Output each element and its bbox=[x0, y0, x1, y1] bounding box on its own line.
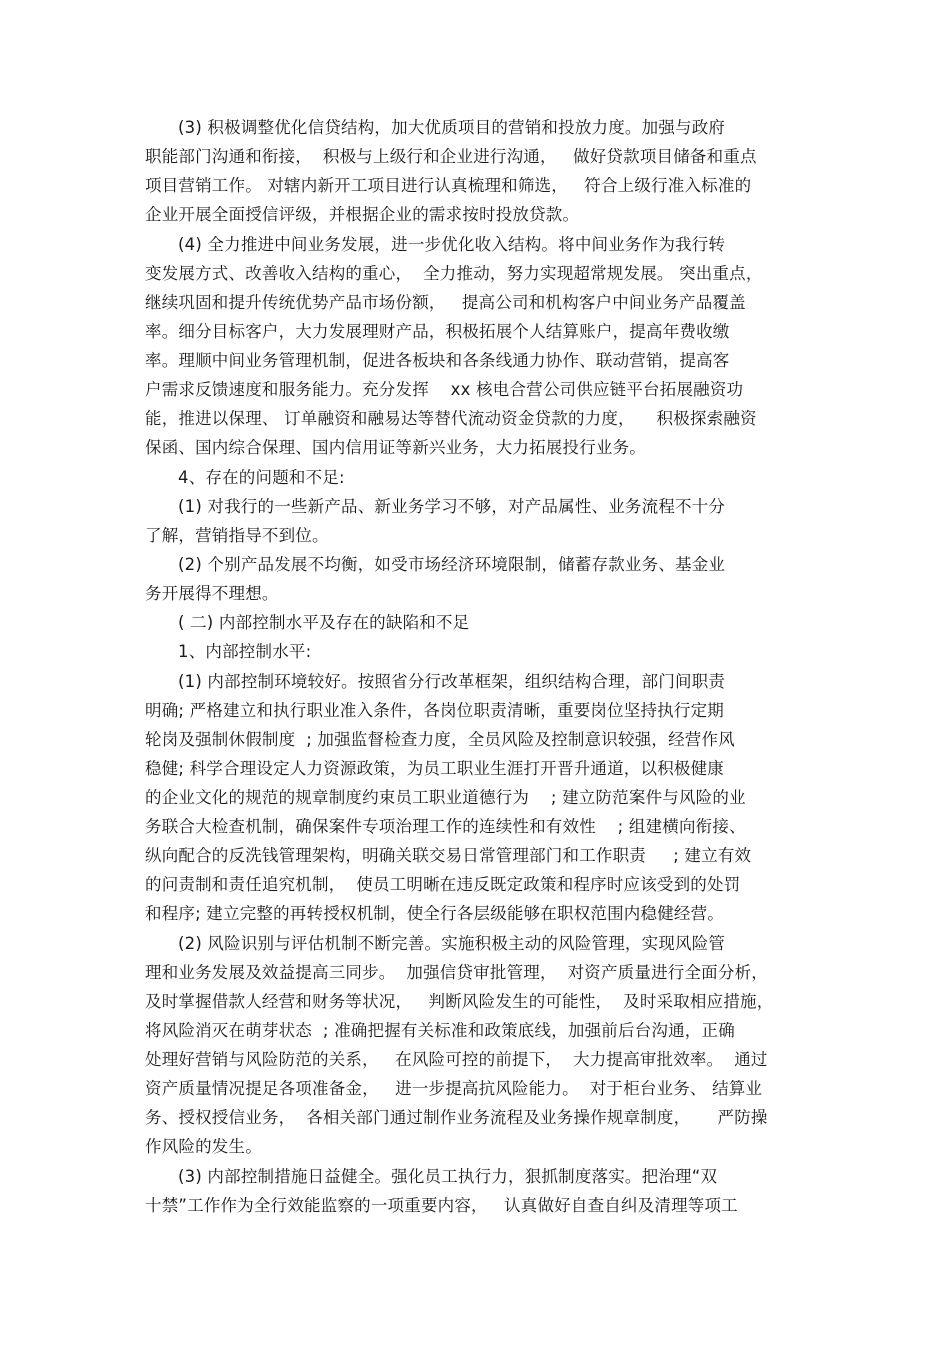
paragraph-3-start: (3) 积极调整优化信贷结构，加大优质项目的营销和投放力度。加强与政府 bbox=[178, 118, 726, 137]
problem-2-start: (2) 个别产品发展不均衡，如受市场经济环境限制，储蓄存款业务、基金业 bbox=[178, 555, 726, 574]
section-heading-problems: 4、存在的问题和不足: bbox=[178, 468, 345, 487]
control-1-start: (1) 内部控制环境较好。按照省分行改革框架，组织结构合理，部门间职责 bbox=[178, 672, 726, 691]
text-line: 和程序; 建立完整的再转授权机制，使全行各层级能够在职权范围内稳健经营。 bbox=[145, 904, 725, 923]
text-line: 保函、国内综合保理、国内信用证等新兴业务，大力拓展投行业务。 bbox=[145, 438, 646, 457]
control-2-start: (2) 风险识别与评估机制不断完善。实施积极主动的风险管理，实现风险管 bbox=[178, 934, 726, 953]
text-line: 变发展方式、改善收入结构的重心， 全力推动，努力实现超常规发展。 突出重点， bbox=[145, 264, 763, 283]
subsection-heading: 1、内部控制水平: bbox=[178, 642, 312, 661]
text-line: 作风险的发生。 bbox=[145, 1137, 262, 1156]
section-heading-internal-control: ( 二) 内部控制水平及存在的缺陷和不足 bbox=[178, 613, 470, 632]
text-line: 明确; 严格建立和执行职业准入条件，各岗位职责清晰，重要岗位坚持执行定期 bbox=[145, 701, 725, 720]
text-line: 理和业务发展及效益提高三同步。 加强信贷审批管理， 对资产质量进行全面分析， bbox=[145, 963, 768, 982]
text-line: 户需求反馈速度和服务能力。充分发挥 xx 核电合营公司供应链平台拓展融资功 bbox=[145, 380, 744, 399]
text-line: 处理好营销与风险防范的关系， 在风险可控的前提下， 大力提高审批效率。 通过 bbox=[145, 1050, 768, 1069]
text-line: 了解，营销指导不到位。 bbox=[145, 526, 329, 545]
text-line: 职能部门沟通和衔接， 积极与上级行和企业进行沟通， 做好贷款项目储备和重点 bbox=[145, 147, 757, 166]
text-line: 务、授权授信业务， 各相关部门通过制作业务流程及业务操作规章制度， 严防操 bbox=[145, 1108, 768, 1127]
paragraph-4-start: (4) 全力推进中间业务发展，进一步优化收入结构。将中间业务作为我行转 bbox=[178, 235, 726, 254]
text-line: 及时掌握借款人经营和财务等状况， 判断风险发生的可能性， 及时采取相应措施， bbox=[145, 992, 774, 1011]
text-line: 务开展得不理想。 bbox=[145, 584, 279, 603]
problem-1-start: (1) 对我行的一些新产品、新业务学习不够，对产品属性、业务流程不十分 bbox=[178, 497, 726, 516]
text-line: 务联合大检查机制，确保案件专项治理工作的连续性和有效性 ; 组建横向衔接、 bbox=[145, 817, 746, 836]
text-line: 十禁”工作作为全行效能监察的一项重要内容， 认真做好自查自纠及清理等项工 bbox=[145, 1196, 738, 1215]
text-line: 将风险消灭在萌芽状态 ; 准确把握有关标准和政策底线，加强前后台沟通，正确 bbox=[145, 1021, 735, 1040]
text-line: 资产质量情况提足各项准备金， 进一步提高抗风险能力。 对于柜台业务、 结算业 bbox=[145, 1079, 763, 1098]
text-line: 纵向配合的反洗钱管理架构，明确关联交易日常管理部门和工作职责 ; 建立有效 bbox=[145, 846, 752, 865]
text-line: 企业开展全面授信评级，并根据企业的需求按时投放贷款。 bbox=[145, 205, 580, 224]
text-line: 项目营销工作。 对辖内新开工项目进行认真梳理和筛选， 符合上级行准入标准的 bbox=[145, 176, 752, 195]
text-line: 的企业文化的规范的规章制度约束员工职业道德行为 ; 建立防范案件与风险的业 bbox=[145, 788, 746, 807]
text-line: 率。理顺中间业务管理机制，促进各板块和各条线通力协作、联动营销，提高客 bbox=[145, 351, 730, 370]
text-line: 继续巩固和提升传统优势产品市场份额， 提高公司和机构客户中间业务产品覆盖 bbox=[145, 293, 746, 312]
control-3-start: (3) 内部控制措施日益健全。强化员工执行力，狠抓制度落实。把治理“双 bbox=[178, 1167, 718, 1186]
text-line: 能，推进以保理、 订单融资和融易达等替代流动资金贷款的力度， 积极探索融资 bbox=[145, 409, 757, 428]
text-line: 的问责制和责任追究机制， 使员工明晰在违反既定政策和程序时应该受到的处罚 bbox=[145, 875, 741, 894]
text-line: 轮岗及强制休假制度 ; 加强监督检查力度，全员风险及控制意识较强，经营作风 bbox=[145, 730, 735, 749]
text-line: 稳健; 科学合理设定人力资源政策，为员工职业生涯打开晋升通道，以积极健康 bbox=[145, 759, 725, 778]
text-line: 率。细分目标客户，大力发展理财产品，积极拓展个人结算账户，提高年费收缴 bbox=[145, 322, 730, 341]
